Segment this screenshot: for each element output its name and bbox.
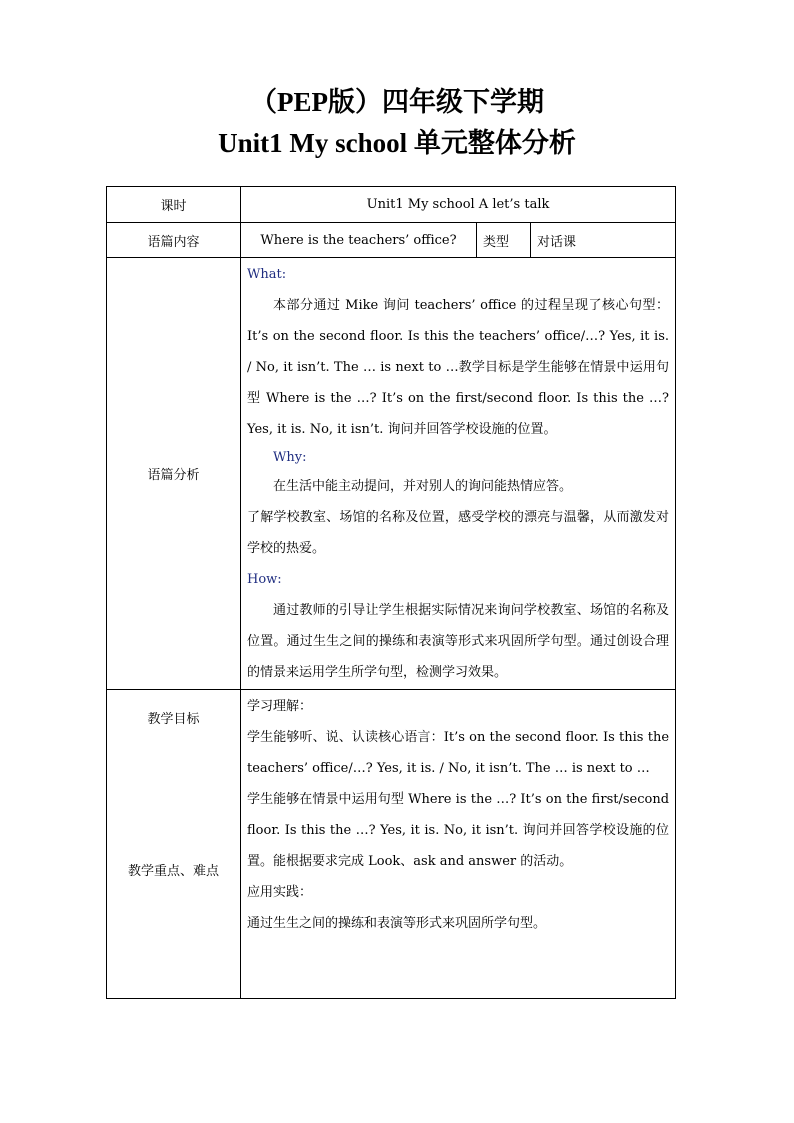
table-row (107, 258, 676, 690)
what-heading: What: (247, 267, 287, 282)
analysis-table (106, 186, 676, 999)
document-title-line1: （PEP版）四年级下学期 (250, 87, 544, 117)
goals-heading-understanding: 学习理解： (247, 699, 313, 714)
type-value: 对话课 (531, 223, 676, 258)
goals-label-cell (107, 690, 241, 999)
table-row (107, 223, 676, 258)
goals-label: 教学目标 (147, 712, 200, 727)
goals-heading-practice: 应用实践： (247, 885, 313, 900)
why-heading: Why: (273, 450, 307, 465)
how-text: 通过教师的引导让学生根据实际情况来询问学校教室、场馆的名称及位置。通过生生之间的操练和表演等形式来巩固所学句型。通过创设合理的情景来运用学生所学句型，检测学习效果。 (247, 603, 670, 680)
analysis-content (241, 258, 676, 690)
goals-text-2: 学生能够在情景中运用句型 Where is the …? It’s on the first/second floor. Is this the …? Yes, it is. No, it isn’t. 询问并回答学校设施的位置。能根据要求完成 Look、ask and answer 的活动。 (247, 792, 670, 869)
table-row (107, 187, 676, 223)
document-title-line2: Unit1 My school 单元整体分析 (218, 128, 576, 158)
lesson-value: Unit1 My school A let’s talk (241, 187, 676, 223)
goals-content (241, 690, 676, 999)
table-row (107, 690, 676, 999)
how-heading: How: (247, 572, 282, 587)
goals-text-3: 通过生生之间的操练和表演等形式来巩固所学句型。 (247, 916, 547, 931)
why-text-2: 了解学校教室、场馆的名称及位置，感受学校的漂亮与温馨，从而激发对学校的热爱。 (247, 510, 670, 556)
content-value: Where is the teachers’ office? (241, 223, 477, 258)
lesson-label: 课时 (107, 187, 241, 223)
analysis-label: 语篇分析 (107, 258, 241, 690)
key-points-label: 教学重点、难点 (127, 864, 219, 879)
why-text-1: 在生活中能主动提问，并对别人的询问能热情应答。 (273, 479, 573, 494)
type-label: 类型 (477, 223, 531, 258)
content-label: 语篇内容 (107, 223, 241, 258)
what-text: 本部分通过 Mike 询问 teachers’ office 的过程呈现了核心句型：It’s on the second floor. Is this the teachers’ office/…? Yes, it is. / No, it isn’t. The … is next to …教学目标是学生能够在情景中运用句型 Where is the …? It’s on the first/second floor. Is this the …? Yes, it is. No, it isn’t. 询问并回答学校设施的位置。 (247, 298, 670, 437)
goals-text-1: 学生能够听、说、认读核心语言：It’s on the second floor. Is this the teachers’ office/…? Yes, it is. / No, it isn’t. The … is next to … (247, 730, 670, 776)
